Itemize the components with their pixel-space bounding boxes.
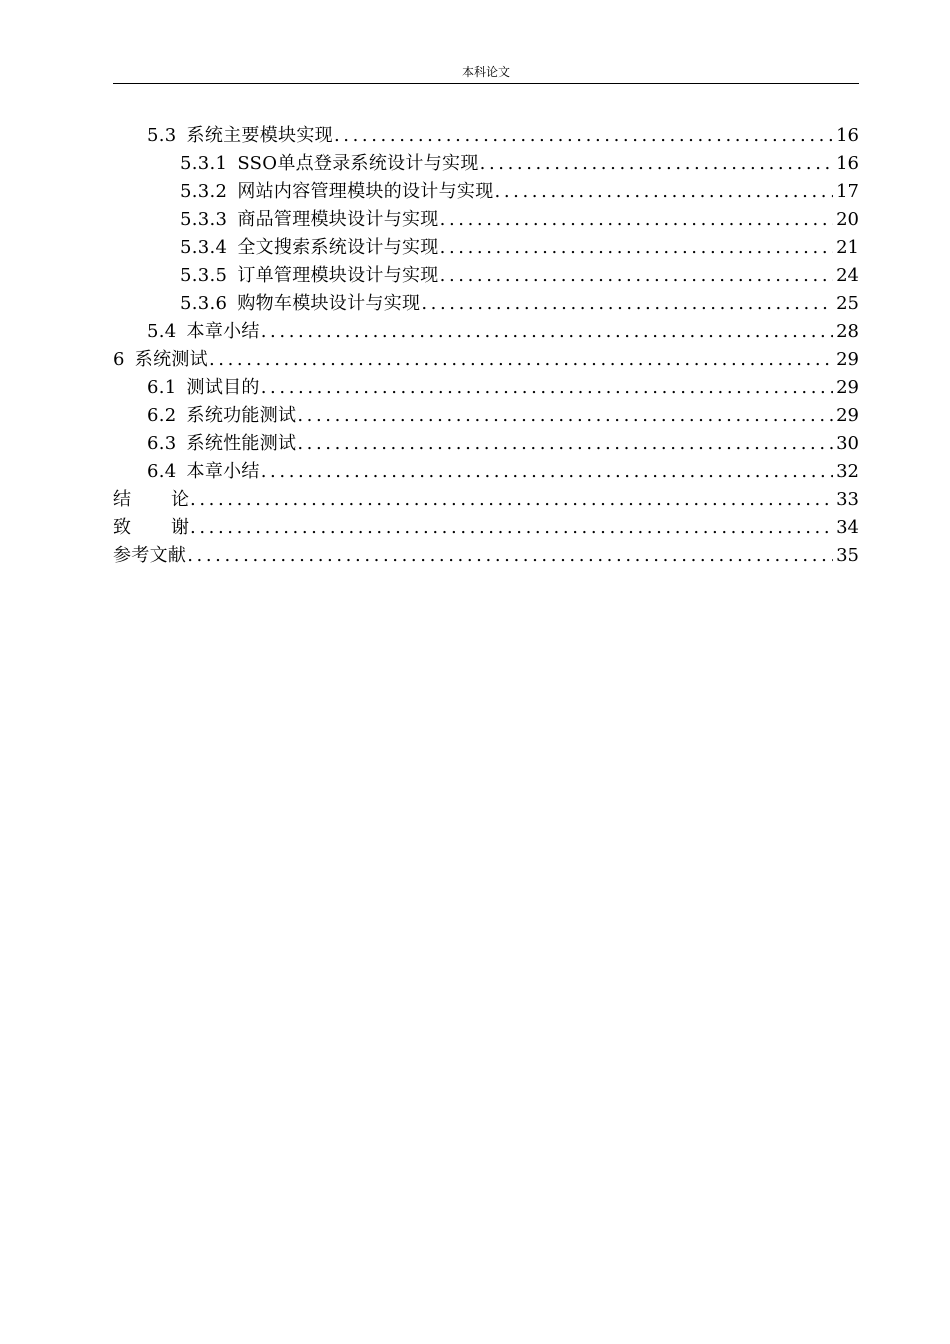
toc-entry-page: 29 (836, 377, 859, 398)
dot-leader (190, 514, 833, 542)
toc-entry-number: 5.3 (147, 125, 177, 146)
toc-entry-page: 20 (836, 209, 859, 230)
toc-entry[interactable] (113, 374, 859, 402)
dot-leader (334, 122, 833, 150)
toc-entry-page: 16 (836, 153, 859, 174)
toc-entry-title (180, 234, 439, 262)
dot-leader (261, 374, 833, 402)
dot-leader (261, 458, 833, 486)
toc-entry-text: 系统功能测试 (186, 405, 297, 426)
dot-leader (187, 542, 833, 570)
toc-entry-text: 商品管理模块设计与实现 (237, 209, 439, 230)
toc-entry[interactable] (113, 430, 859, 458)
running-header: 本科论文 (461, 65, 510, 79)
toc-entry[interactable] (113, 486, 859, 514)
toc-entry-number: 5.3.2 (180, 181, 228, 202)
toc-entry-text: 订单管理模块设计与实现 (237, 265, 439, 286)
toc-entry-title (180, 150, 479, 178)
toc-entry[interactable] (113, 150, 859, 178)
toc-entry-text: 结论 (113, 489, 229, 510)
toc-entry[interactable] (113, 514, 859, 542)
toc-entry-page: 29 (836, 405, 859, 426)
toc-entry-page: 33 (836, 489, 859, 510)
toc-entry-page: 32 (836, 461, 859, 482)
header-rule (113, 83, 859, 84)
toc-entry-text: SSO单点登录系统设计与实现 (237, 153, 479, 174)
toc-entry-number: 5.3.4 (180, 237, 228, 258)
toc-entry[interactable] (113, 318, 859, 346)
toc-entry-number: 5.3.6 (180, 293, 228, 314)
toc-entry[interactable] (113, 178, 859, 206)
toc-entry-title (180, 206, 439, 234)
toc-entry[interactable] (113, 402, 859, 430)
table-of-contents (113, 122, 859, 570)
toc-entry-number: 5.3.3 (180, 209, 228, 230)
toc-entry[interactable] (113, 458, 859, 486)
dot-leader (190, 486, 833, 514)
toc-entry-title (147, 374, 260, 402)
toc-entry-number: 6.3 (147, 433, 177, 454)
toc-entry-number: 5.4 (147, 321, 177, 342)
toc-entry[interactable] (113, 346, 859, 374)
toc-entry-number: 5.3.5 (180, 265, 228, 286)
toc-entry-number: 5.3.1 (180, 153, 228, 174)
toc-entry-page: 35 (836, 545, 859, 566)
toc-entry-title (147, 122, 333, 150)
dot-leader (421, 290, 833, 318)
toc-entry-title (180, 262, 439, 290)
toc-entry-text: 本章小结 (186, 461, 260, 482)
toc-entry-text: 系统性能测试 (186, 433, 297, 454)
toc-entry-title (180, 290, 420, 318)
dot-leader (495, 178, 833, 206)
toc-entry[interactable] (113, 234, 859, 262)
toc-entry-title (180, 178, 494, 206)
toc-entry-text: 全文搜索系统设计与实现 (237, 237, 439, 258)
toc-entry-title (147, 318, 260, 346)
toc-entry-text: 参考文献 (113, 545, 187, 566)
dot-leader (297, 402, 833, 430)
toc-entry-title (147, 402, 296, 430)
toc-entry-text: 系统主要模块实现 (186, 125, 333, 146)
dot-leader (440, 262, 833, 290)
toc-entry-text: 网站内容管理模块的设计与实现 (237, 181, 494, 202)
toc-entry-page: 30 (836, 433, 859, 454)
toc-entry[interactable] (113, 542, 859, 570)
toc-entry-title (147, 430, 296, 458)
dot-leader (440, 234, 833, 262)
toc-entry-number: 6.2 (147, 405, 177, 426)
dot-leader (261, 318, 833, 346)
dot-leader (209, 346, 833, 374)
toc-entry-page: 29 (836, 349, 859, 370)
toc-entry-page: 28 (836, 321, 859, 342)
toc-entry-number: 6.4 (147, 461, 177, 482)
toc-entry-text: 致谢 (113, 517, 229, 538)
dot-leader (440, 206, 833, 234)
toc-entry[interactable] (113, 290, 859, 318)
toc-entry-number: 6 (113, 349, 125, 370)
toc-entry-text: 测试目的 (186, 377, 260, 398)
toc-entry-text: 系统测试 (134, 349, 208, 370)
dot-leader (297, 430, 833, 458)
toc-entry-text: 购物车模块设计与实现 (237, 293, 421, 314)
toc-entry-page: 34 (836, 517, 859, 538)
toc-entry-number: 6.1 (147, 377, 177, 398)
toc-entry-page: 25 (836, 293, 859, 314)
dot-leader (480, 150, 833, 178)
toc-entry[interactable] (113, 206, 859, 234)
toc-entry-title (113, 542, 186, 570)
toc-entry-title (113, 346, 208, 374)
toc-entry[interactable] (113, 262, 859, 290)
toc-entry-page: 24 (836, 265, 859, 286)
toc-entry-page: 16 (836, 125, 859, 146)
toc-entry-text: 本章小结 (186, 321, 260, 342)
toc-entry-page: 17 (836, 181, 859, 202)
toc-entry[interactable] (113, 122, 859, 150)
toc-entry-page: 21 (836, 237, 859, 258)
toc-entry-title (147, 458, 260, 486)
